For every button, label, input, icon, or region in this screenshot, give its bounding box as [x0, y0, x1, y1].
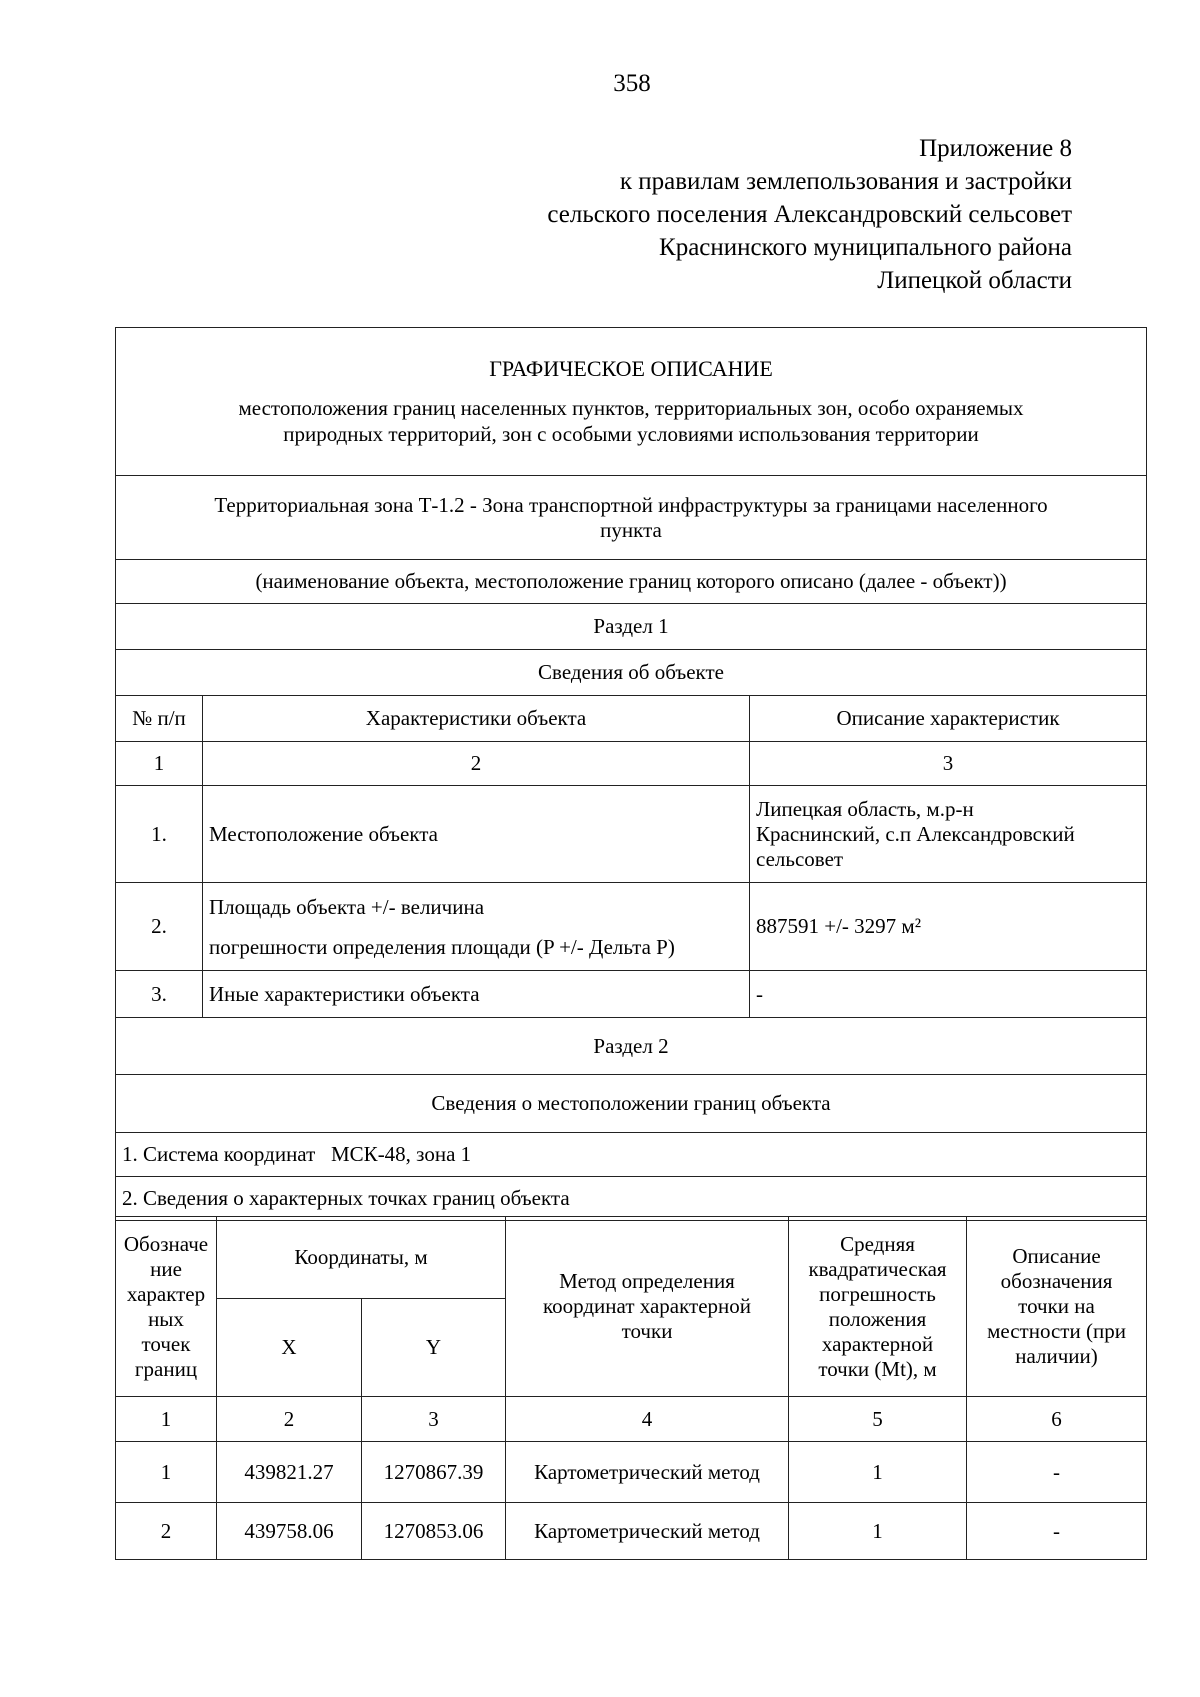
column-number: 1 — [116, 742, 203, 786]
header-line: положения — [828, 1306, 927, 1331]
row-number: 2. — [116, 883, 203, 971]
column-number: 2 — [217, 1397, 362, 1442]
column-number-row — [116, 742, 1147, 786]
header-line: обозначения — [1000, 1269, 1113, 1293]
point-id-header — [116, 1217, 217, 1397]
header-line: ние — [150, 1256, 182, 1281]
point-error: 1 — [789, 1442, 967, 1503]
header-line: границ — [134, 1356, 198, 1381]
header-line: квадратическая — [808, 1256, 947, 1281]
page-number: 358 — [613, 70, 651, 97]
error-header — [789, 1217, 967, 1397]
header-line: Описание — [1012, 1244, 1101, 1268]
point-description: - — [967, 1442, 1147, 1503]
appendix-line: Краснинского муниципального района — [659, 234, 1072, 261]
table-header-row — [116, 696, 1147, 742]
point-id: 1 — [116, 1442, 217, 1503]
appendix-line: к правилам землепользования и застройки — [619, 168, 1072, 195]
object-name-row — [116, 476, 1147, 560]
x-header: X — [217, 1299, 362, 1397]
method-header — [506, 1217, 789, 1397]
table-row — [116, 786, 1147, 883]
points-table — [115, 1216, 1147, 1560]
section1-title: Раздел 1 — [116, 604, 1147, 650]
table-row — [116, 971, 1147, 1018]
title-row — [116, 328, 1147, 476]
column-number: 5 — [789, 1397, 967, 1442]
header-line: точек — [141, 1331, 191, 1356]
section1-title-row — [116, 604, 1147, 650]
header-line: точки (Mt), м — [818, 1356, 937, 1381]
header-line: ных — [148, 1306, 184, 1331]
column-number: 4 — [506, 1397, 789, 1442]
header-line: Обозначе — [123, 1231, 209, 1256]
object-caption: (наименование объекта, местоположение границ которого описано (далее - объект)) — [116, 560, 1147, 604]
characteristic-value: - — [750, 971, 1147, 1018]
document-title: ГРАФИЧЕСКОЕ ОПИСАНИЕ — [489, 356, 773, 381]
header-cell: № п/п — [116, 696, 203, 742]
section2-title: Раздел 2 — [116, 1018, 1147, 1075]
header-line: характер — [126, 1281, 206, 1306]
document-subtitle-line: местоположения границ населенных пунктов, территориальных зон, особо охраняемых — [238, 396, 1024, 420]
coord-system-row — [116, 1133, 1147, 1177]
table-row — [116, 883, 1147, 971]
section2-subtitle-row — [116, 1075, 1147, 1133]
points-caption: 2. Сведения о характерных точках границ объекта — [116, 1177, 1147, 1221]
header-line: местности (при — [987, 1319, 1126, 1343]
coord-system: 1. Система координат МСК-48, зона 1 — [116, 1133, 1147, 1177]
section1-subtitle-row — [116, 650, 1147, 696]
header-line: точки — [621, 1319, 673, 1343]
object-name-line: пункта — [600, 517, 662, 542]
characteristic-value — [750, 786, 1147, 883]
point-y: 1270867.39 — [362, 1442, 506, 1503]
characteristic-name: Иные характеристики объекта — [203, 971, 750, 1018]
point-y: 1270853.06 — [362, 1503, 506, 1560]
table-row — [116, 1503, 1147, 1560]
point-id: 2 — [116, 1503, 217, 1560]
points-caption-row — [116, 1177, 1147, 1221]
point-x: 439821.27 — [217, 1442, 362, 1503]
title-cell — [116, 328, 1147, 476]
value-line: сельсовет — [756, 846, 844, 871]
value-line: Липецкая область, м.р-н — [756, 796, 974, 821]
section1-subtitle: Сведения об объекте — [116, 650, 1147, 696]
header-line: погрешность — [819, 1281, 936, 1306]
point-description: - — [967, 1503, 1147, 1560]
appendix-line: Липецкой области — [877, 267, 1072, 294]
header-line: Средняя — [840, 1231, 915, 1256]
document-subtitle-line: природных территорий, зон с особыми условиями использования территории — [283, 422, 979, 446]
name-line: Площадь объекта +/- величина — [209, 894, 485, 919]
header-line: наличии) — [1015, 1344, 1098, 1368]
point-description-header — [967, 1217, 1147, 1397]
column-number: 3 — [750, 742, 1147, 786]
table-row — [116, 1442, 1147, 1503]
header-line: характерной — [821, 1331, 934, 1356]
point-x: 439758.06 — [217, 1503, 362, 1560]
column-number: 2 — [203, 742, 750, 786]
point-method: Картометрический метод — [506, 1503, 789, 1560]
row-number: 3. — [116, 971, 203, 1018]
y-header: Y — [362, 1299, 506, 1397]
characteristic-name: Местоположение объекта — [203, 786, 750, 883]
column-number: 6 — [967, 1397, 1147, 1442]
header-cell: Характеристики объекта — [203, 696, 750, 742]
appendix-line: Приложение 8 — [919, 135, 1072, 162]
header-line: координат характерной — [543, 1294, 752, 1318]
object-name-line: Территориальная зона Т-1.2 - Зона транспортной инфраструктуры за границами населенного — [214, 492, 1048, 517]
object-name-cell — [116, 476, 1147, 560]
description-table — [115, 327, 1147, 1221]
column-number-row — [116, 1397, 1147, 1442]
appendix-line: сельского поселения Александровский сельсовет — [547, 201, 1072, 228]
header-line: точки на — [1018, 1294, 1095, 1318]
characteristic-name — [203, 883, 750, 971]
coordinates-header: Координаты, м — [217, 1217, 506, 1299]
points-header-row — [116, 1217, 1147, 1299]
column-number: 1 — [116, 1397, 217, 1442]
name-line: погрешности определения площади (P +/- Дельта P) — [209, 934, 675, 959]
value-line: Краснинский, с.п Александровский — [756, 821, 1075, 846]
point-error: 1 — [789, 1503, 967, 1560]
row-number: 1. — [116, 786, 203, 883]
section2-subtitle: Сведения о местоположении границ объекта — [116, 1075, 1147, 1133]
appendix-block — [547, 132, 1072, 297]
object-caption-row — [116, 560, 1147, 604]
header-line: Метод определения — [559, 1269, 735, 1293]
header-cell: Описание характеристик — [750, 696, 1147, 742]
section2-title-row — [116, 1018, 1147, 1075]
column-number: 3 — [362, 1397, 506, 1442]
characteristic-value: 887591 +/- 3297 м² — [750, 883, 1147, 971]
point-method: Картометрический метод — [506, 1442, 789, 1503]
